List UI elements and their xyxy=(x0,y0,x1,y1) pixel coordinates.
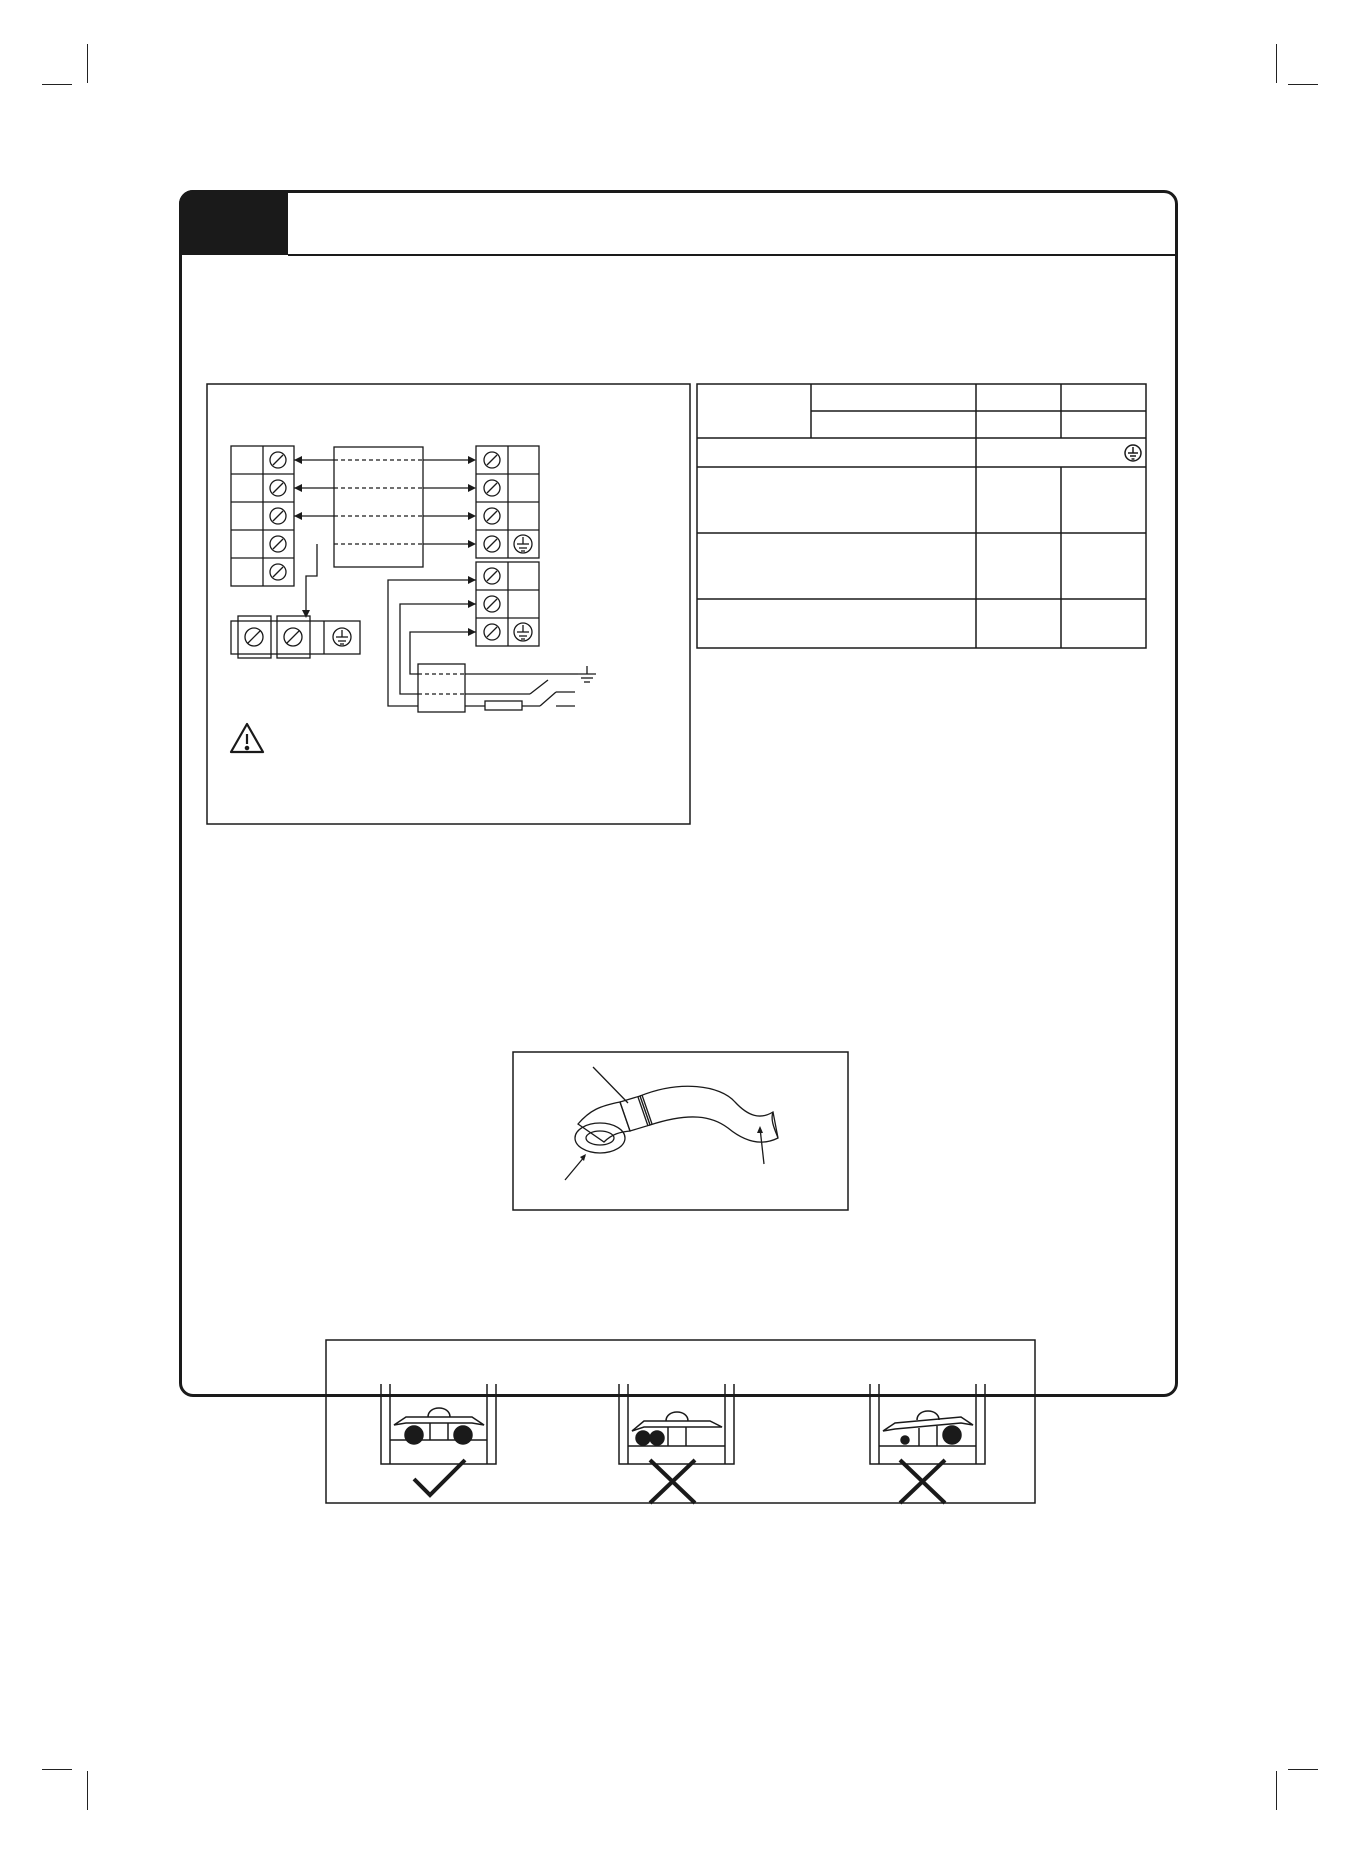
wrong-connection-different-size xyxy=(870,1384,985,1503)
check-mark-icon xyxy=(414,1460,465,1495)
wrong-connection-same-side xyxy=(619,1384,734,1503)
cross-mark-icon xyxy=(650,1460,695,1503)
cross-mark-icon xyxy=(900,1460,945,1503)
correct-connection xyxy=(381,1384,496,1495)
